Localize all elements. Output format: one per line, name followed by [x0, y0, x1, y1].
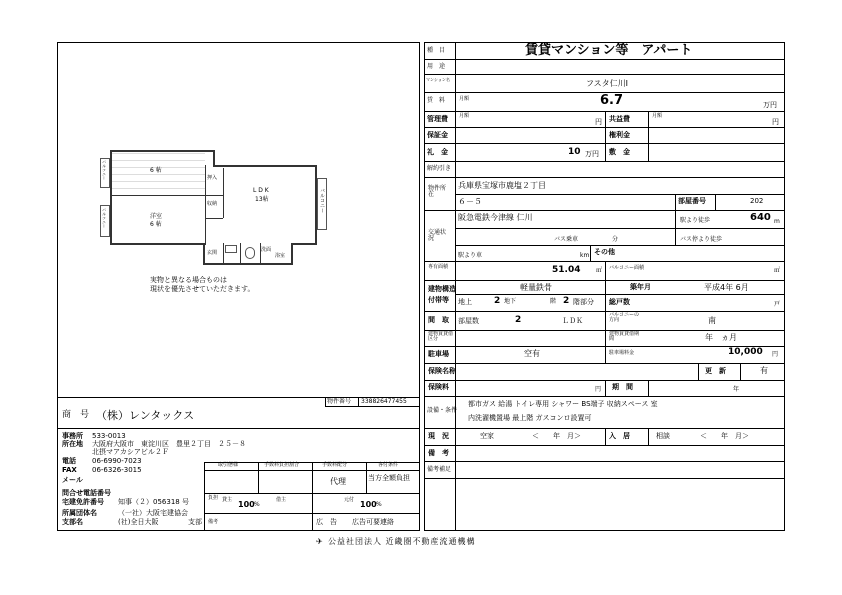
walk-unit: m [774, 218, 780, 225]
deposit-label: 保証金 [427, 131, 448, 139]
premium-label: 保険料 [428, 383, 449, 391]
floorplan [95, 150, 335, 270]
walk-label: 駅より徒歩 [680, 217, 711, 224]
footer-text: 公益社団法人 近畿圏不動産流通機構 [328, 537, 476, 546]
premium-unit: 円 [595, 386, 602, 393]
association-value: （一社）大阪宅建協会 [118, 509, 188, 517]
torihiki-row1-pct: % [254, 501, 260, 508]
area-unit: ㎡ [596, 267, 603, 274]
balcony-area-label: バルコニー面積 [609, 265, 645, 271]
balcony-area-unit: ㎡ [774, 267, 781, 274]
car-label: 駅より車 [458, 252, 483, 259]
room-side-label-1: バルコニー [102, 160, 107, 180]
office-zip: 533-0013 [92, 432, 126, 440]
above-value: 2 [494, 296, 501, 306]
bus-stop-label: バス停より徒歩 [680, 236, 723, 243]
period-label: 期 間 [612, 383, 633, 391]
bus-unit: 分 [612, 236, 619, 243]
room-no: 202 [750, 197, 764, 205]
kyoeki-prefix: 月額 [652, 113, 663, 119]
branch-suffix: 支部 [188, 518, 202, 526]
floors-label: 付帯等 [428, 296, 449, 304]
torihiki-row2-label2: 広 告 [316, 518, 337, 526]
torihiki-row2-val: 広告可要連絡 [352, 518, 394, 526]
room-ofuro-label: 浴室 [275, 253, 286, 259]
bukken-no: 338826477455 [361, 398, 407, 405]
room-yoshitsu-size: 6 帖 [150, 221, 162, 228]
parking-label: 駐車場 [428, 350, 449, 358]
below-prefix: 地下 [504, 298, 517, 305]
torihiki-row1-pct2: % [376, 501, 382, 508]
shubetsu-label: 種 目 [427, 47, 446, 54]
torihiki-row1-label2: 貸主 [222, 497, 233, 503]
yoto-label: 用 途 [427, 63, 446, 70]
property-address-2: ６－５ [458, 197, 482, 206]
direction-label: バルコニーの方向 [609, 312, 640, 323]
car-unit: km [580, 252, 590, 259]
lease-period-value: 年 ヵ月 [705, 333, 737, 342]
floor-prefix: 階 [550, 298, 557, 305]
lease-type-label: 建物賃貸借区分 [428, 331, 454, 342]
move-in-value: 相談 [656, 432, 670, 440]
torihiki-h1: 取引態様 [218, 462, 239, 468]
built-value: 平成4年 6月 [704, 283, 749, 292]
other-label: その他 [594, 248, 615, 256]
torihiki-mode: 代理 [330, 477, 346, 486]
footer-logo-icon: ✈ [316, 537, 323, 546]
lease-period-label: 建物賃貸借期間 [609, 331, 640, 342]
facilities-line2: 内洗濯機置場 最上階 ガスコンロ設置可 [468, 414, 592, 422]
name-label: マンション名 [426, 77, 450, 82]
tel-label: 電話 [62, 457, 76, 465]
reikin-unit: 万円 [585, 150, 599, 158]
area-label: 専有面積 [428, 264, 449, 270]
reikin-value: 10 [568, 147, 581, 157]
parking-price-unit: 円 [772, 351, 779, 358]
room-genkan-label: 玄関 [207, 250, 218, 256]
torihiki-row1-label1: 負担 [208, 495, 219, 501]
rent-prefix: 月額 [459, 96, 470, 102]
move-in-date: ＜ 年 月＞ [700, 432, 749, 440]
renewal-value: 有 [760, 366, 768, 375]
parking-price: 10,000 [728, 347, 763, 357]
company-name: （株）レンタックス [96, 409, 195, 422]
layout-type: ＬＤＫ [562, 317, 583, 325]
rent-label: 賃 料 [427, 97, 446, 104]
mail-label: メール [62, 476, 83, 484]
direction-value: 南 [708, 316, 716, 325]
total-units-label: 総戸数 [609, 298, 630, 306]
renewal-label: 更 新 [705, 367, 726, 375]
shogo-label: 商 号 [62, 410, 90, 420]
key-money-label: 権利金 [609, 131, 630, 139]
move-in-label: 入 居 [609, 432, 630, 440]
area-value: 51.04 [552, 265, 581, 275]
room-ldk-size: 13帖 [255, 196, 269, 203]
room-shuno-label: 収納 [207, 201, 218, 207]
parking-value: 空有 [524, 349, 540, 358]
address-line2: 北摂マアカシアビル２Ｆ [92, 448, 169, 456]
torihiki-row1-label3: 借主 [276, 497, 287, 503]
transit-line: 阪急電鉄今津線 仁川 [458, 213, 533, 222]
status-date: ＜ 年 月＞ [532, 432, 581, 440]
structure-value: 軽量鉄骨 [520, 283, 552, 292]
tel-value: 06-6990-7023 [92, 457, 142, 465]
address-label: 所在地 [62, 440, 83, 448]
kanrihi-prefix: 月額 [459, 113, 470, 119]
torihiki-share: 当方全額負担 [368, 474, 410, 482]
rooms-value: 2 [515, 315, 522, 325]
floor-suffix: 階部分 [573, 298, 594, 306]
branch-label: 支部名 [62, 518, 83, 526]
room-tatami-label: 6 帖 [150, 167, 162, 174]
fax-label: FAX [62, 466, 77, 474]
bus-label: バス乗車 [554, 236, 579, 243]
remarks-supplement-label: 備考補足 [427, 466, 452, 473]
room-senmen-label: 洗面 [261, 247, 272, 253]
torihiki-h4: 客付条件 [378, 462, 399, 468]
rooms-prefix: 部屋数 [458, 317, 479, 325]
kaiyaku-label: 解約引き [427, 165, 452, 172]
above-prefix: 地上 [458, 298, 472, 306]
floorplan-note-2: 現状を優先させていただきます。 [150, 285, 255, 293]
status-value: 空家 [480, 432, 494, 440]
branch-value: (社)全日大阪 [118, 518, 159, 526]
facilities-label: 設備・条件 [427, 407, 458, 414]
reikin-label: 礼 金 [427, 148, 448, 156]
building-name: フスタ仁川Ⅰ [586, 79, 629, 88]
parking-price-label: 駐車場料金 [609, 350, 635, 356]
room-oshiire-label: 押入 [207, 175, 218, 181]
room-yoshitsu-label: 洋室 [150, 213, 163, 220]
inquiry-tel-label: 問合せ電話番号 [62, 489, 111, 497]
total-units-unit: 戸 [774, 301, 781, 308]
status-label: 現 況 [428, 432, 449, 440]
kanrihi-label: 管理費 [427, 115, 448, 123]
property-address-1: 兵庫県宝塚市鹿塩２丁目 [458, 181, 546, 190]
address-line1: 大阪府大阪市 東淀川区 豊里２丁目 ２５－８ [92, 440, 246, 448]
floor-value: 2 [563, 296, 570, 306]
walk-value: 640 [750, 212, 771, 223]
structure-label: 建物構造 [428, 285, 456, 293]
torihiki-row1-label4: 元付 [344, 497, 355, 503]
period-unit: 年 [733, 386, 740, 393]
fax-value: 06-6326-3015 [92, 466, 142, 474]
shikikin-label: 敷 金 [609, 148, 630, 156]
kanrihi-unit: 円 [595, 118, 602, 126]
torihiki-h2: 手数料負担割合 [264, 462, 300, 468]
kyoeki-label: 共益費 [609, 115, 630, 123]
association-label: 所属団体名 [62, 509, 97, 517]
remarks-label: 備 考 [428, 449, 449, 457]
built-label: 築年月 [630, 283, 651, 291]
room-balcony-label: バルコニー [319, 188, 325, 213]
torihiki-row1-val2: 100 [360, 500, 377, 509]
license-label: 宅建免許番号 [62, 498, 104, 506]
room-side-label-2: バルコニー [102, 208, 107, 228]
kotsu-label: 交通状況 [428, 229, 447, 242]
floorplan-note-1: 実物と異なる場合ものは [150, 276, 227, 284]
license-value: 知事（２）056318 号 [118, 498, 189, 506]
layout-label: 間 取 [428, 316, 449, 324]
insurance-label: 保険名称 [428, 367, 456, 375]
shubetsu-value: 賃貸マンション等 アパート [525, 43, 693, 58]
rent-value: 6.7 [600, 93, 624, 108]
torihiki-row2-label: 備考 [208, 519, 219, 525]
bukken-no-label: 物件番号 [327, 398, 352, 405]
torihiki-h3: 手数料配分 [322, 462, 348, 468]
rent-unit: 万円 [763, 101, 777, 109]
facilities-line1: 都市ガス 給湯 トイレ専用 シャワー BS端子 収納スペース 室 [468, 400, 658, 408]
kyoeki-unit: 円 [772, 118, 779, 126]
room-no-label: 部屋番号 [678, 197, 706, 205]
room-ldk-label: L D K [253, 187, 269, 194]
office-label: 事務所 [62, 432, 83, 440]
torihiki-row1-val: 100 [238, 500, 255, 509]
address-block-label: 物件所在 [428, 185, 447, 198]
